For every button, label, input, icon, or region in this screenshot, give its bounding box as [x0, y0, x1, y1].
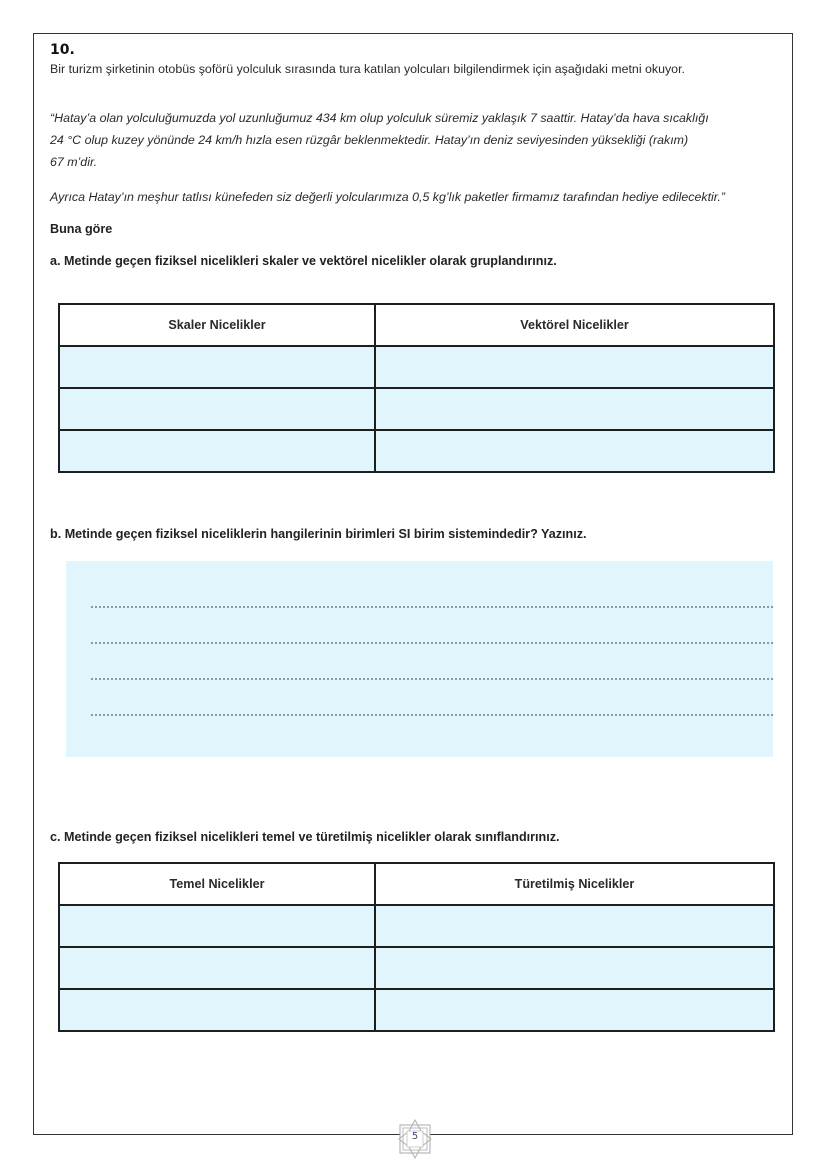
answer-line[interactable] — [91, 606, 773, 608]
answer-cell[interactable] — [375, 989, 774, 1031]
table-row — [59, 947, 774, 989]
header-vector: Vektörel Nicelikler — [375, 304, 774, 346]
quoted-text-second: Ayrıca Hatay’ın meşhur tatlısı künefeden siz değerli yolcularımıza 0,5 kg’lık paketler firmamız tarafından hediye edilecektir.” — [50, 190, 726, 204]
table-row — [59, 346, 774, 388]
header-derived: Türetilmiş Nicelikler — [375, 863, 774, 905]
question-intro: Bir turizm şirketinin otobüs şoförü yolculuk sırasında tura katılan yolcuları bilgilendirmek için aşağıdaki metni okuyor. — [50, 62, 685, 76]
answer-cell[interactable] — [59, 989, 375, 1031]
quoted-text — [50, 107, 780, 173]
answer-line[interactable] — [91, 678, 773, 680]
table-row — [59, 905, 774, 947]
part-a-prompt: a. Metinde geçen fiziksel nicelikleri skaler ve vektörel nicelikler olarak gruplandırınız. — [50, 254, 557, 268]
answer-cell[interactable] — [59, 430, 375, 472]
answer-line[interactable] — [91, 642, 773, 644]
page-number: 5 — [411, 1131, 419, 1142]
header-scalar: Skaler Nicelikler — [59, 304, 375, 346]
table-row — [59, 989, 774, 1031]
answer-cell[interactable] — [375, 388, 774, 430]
scalar-vector-table — [58, 303, 775, 473]
answer-cell[interactable] — [375, 905, 774, 947]
page-number-badge — [396, 1119, 434, 1159]
answer-cell[interactable] — [59, 905, 375, 947]
table-row — [59, 430, 774, 472]
quote-line-1: “Hatay’a olan yolculuğumuzda yol uzunluğumuz 434 km olup yolculuk süremiz yaklaşık 7 saattir. Hatay’da hava sıcaklığı — [50, 111, 709, 125]
header-fundamental: Temel Nicelikler — [59, 863, 375, 905]
lead-text: Buna göre — [50, 222, 113, 236]
answer-cell[interactable] — [375, 430, 774, 472]
answer-line[interactable] — [91, 714, 773, 716]
quote-line-3: 67 m’dir. — [50, 155, 98, 169]
part-c-prompt: c. Metinde geçen fiziksel nicelikleri temel ve türetilmiş nicelikler olarak sınıflandırınız. — [50, 830, 560, 844]
answer-cell[interactable] — [375, 947, 774, 989]
quote-line-2: 24 °C olup kuzey yönünde 24 km/h hızla esen rüzgâr beklenmektedir. Hatay’ın deniz seviyesinden yüksekliği (rakım) — [50, 133, 689, 147]
part-b-prompt: b. Metinde geçen fiziksel niceliklerin hangilerinin birimleri SI birim sistemindedir? Yazınız. — [50, 527, 587, 541]
answer-box[interactable] — [66, 561, 773, 757]
fundamental-derived-table — [58, 862, 775, 1032]
answer-cell[interactable] — [59, 346, 375, 388]
answer-cell[interactable] — [59, 947, 375, 989]
answer-cell[interactable] — [59, 388, 375, 430]
answer-cell[interactable] — [375, 346, 774, 388]
table-row — [59, 388, 774, 430]
question-number: 10. — [50, 42, 75, 58]
